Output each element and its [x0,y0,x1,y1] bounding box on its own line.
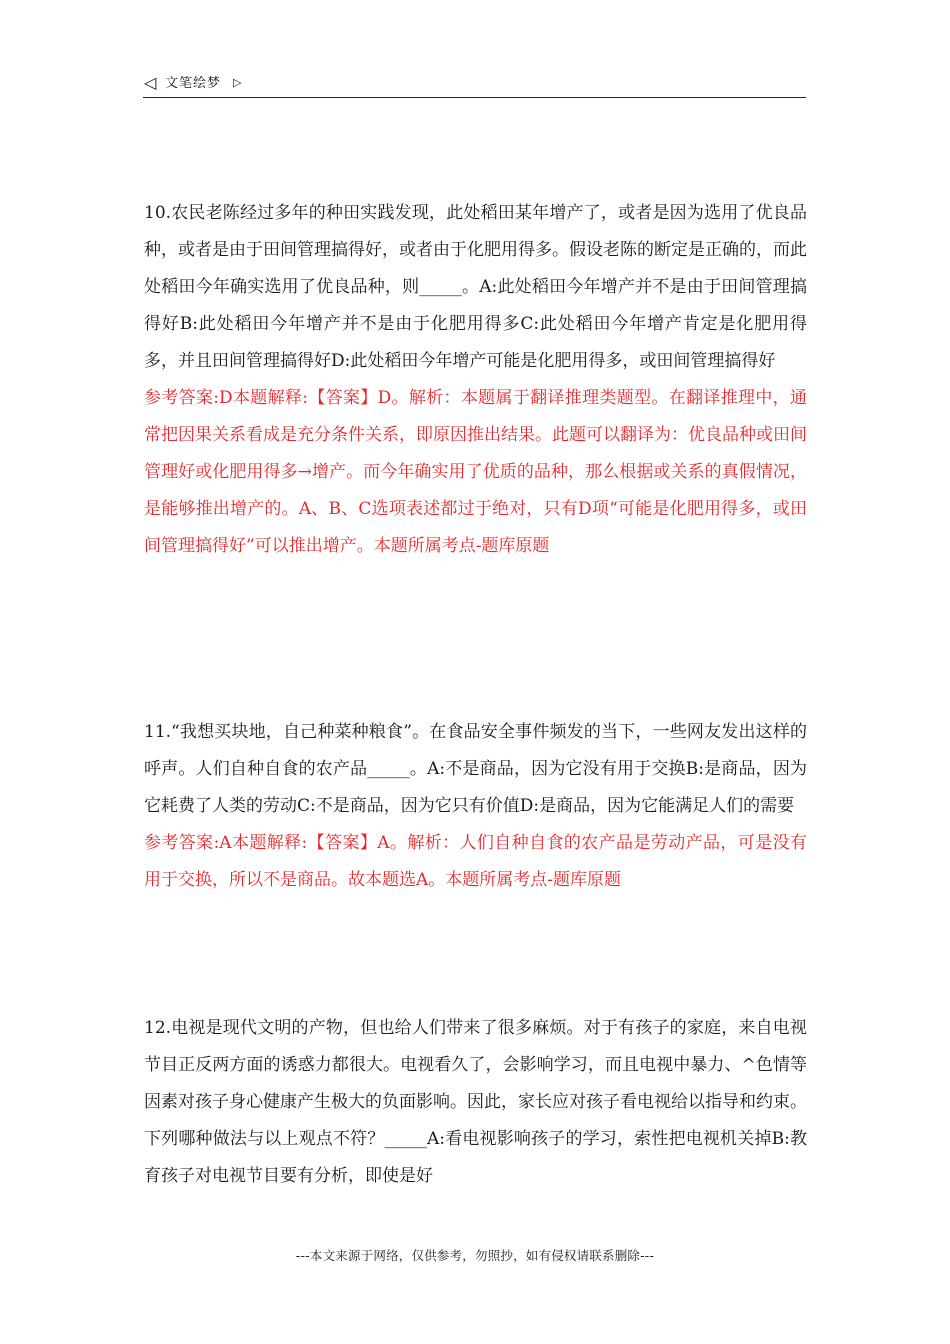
left-triangle-icon: ◁ [144,73,157,92]
header-divider [143,97,806,98]
question-11 [144,714,807,899]
question-10 [144,195,807,565]
header-brand: 文笔绘梦 [165,76,222,91]
answer-explanation: 参考答案:D本题解释:【答案】D。解析：本题属于翻译推理类题型。在翻译推理中，通常把因果关系看成是充分条件关系，即原因推出结果。此题可以翻译为：优良品种或田间管理好或化肥用得多→增产。而今年确实用了优质的品种，那么根据或关系的真假情况，是能够推出增产的。A、B、C选项表述都过于绝对，只有D项“可能是化肥用得多，或田间管理搞得好”可以推出增产。本题所属考点-题库原题 [144,388,807,556]
answer-explanation: 参考答案:A本题解释:【答案】A。解析：人们自种自食的农产品是劳动产品，可是没有用于交换，所以不是商品。故本题选A。本题所属考点-题库原题 [144,833,807,890]
question-text: 10.农民老陈经过多年的种田实践发现，此处稻田某年增产了，或者是因为选用了优良品种，或者是由于田间管理搞得好，或者由于化肥用得多。假设老陈的断定是正确的，而此处稻田今年确实选用了优良品种，则_____。A:此处稻田今年增产并不是由于田间管理搞得好B:此处稻田今年增产并不是由于化肥用得多C:此处稻田今年增产肯定是化肥用得多，并且田间管理搞得好D:此处稻田今年增产可能是化肥用得多，或田间管理搞得好 [144,203,807,371]
question-text: 12.电视是现代文明的产物，但也给人们带来了很多麻烦。对于有孩子的家庭，来自电视节目正反两方面的诱惑力都很大。电视看久了，会影响学习，而且电视中暴力、^色情等因素对孩子身心健康产生极大的负面影响。因此，家长应对孩子看电视给以指导和约束。下列哪种做法与以上观点不符？_____A:看电视影响孩子的学习，索性把电视机关掉B:教育孩子对电视节目要有分析，即使是好 [144,1018,807,1186]
right-triangle-icon: ▷ [233,76,242,89]
question-text: 11.“我想买块地，自己种菜种粮食”。在食品安全事件频发的当下，一些网友发出这样的呼声。人们自种自食的农产品_____。A:不是商品，因为它没有用于交换B:是商品，因为它耗费了人类的劳动C:不是商品，因为它只有价值D:是商品，因为它能满足人们的需要 [144,722,807,816]
page-footer: ---本文来源于网络，仅供参考，勿照抄，如有侵权请联系删除--- [295,1248,655,1263]
page-header [143,72,806,98]
question-12 [144,1010,807,1195]
